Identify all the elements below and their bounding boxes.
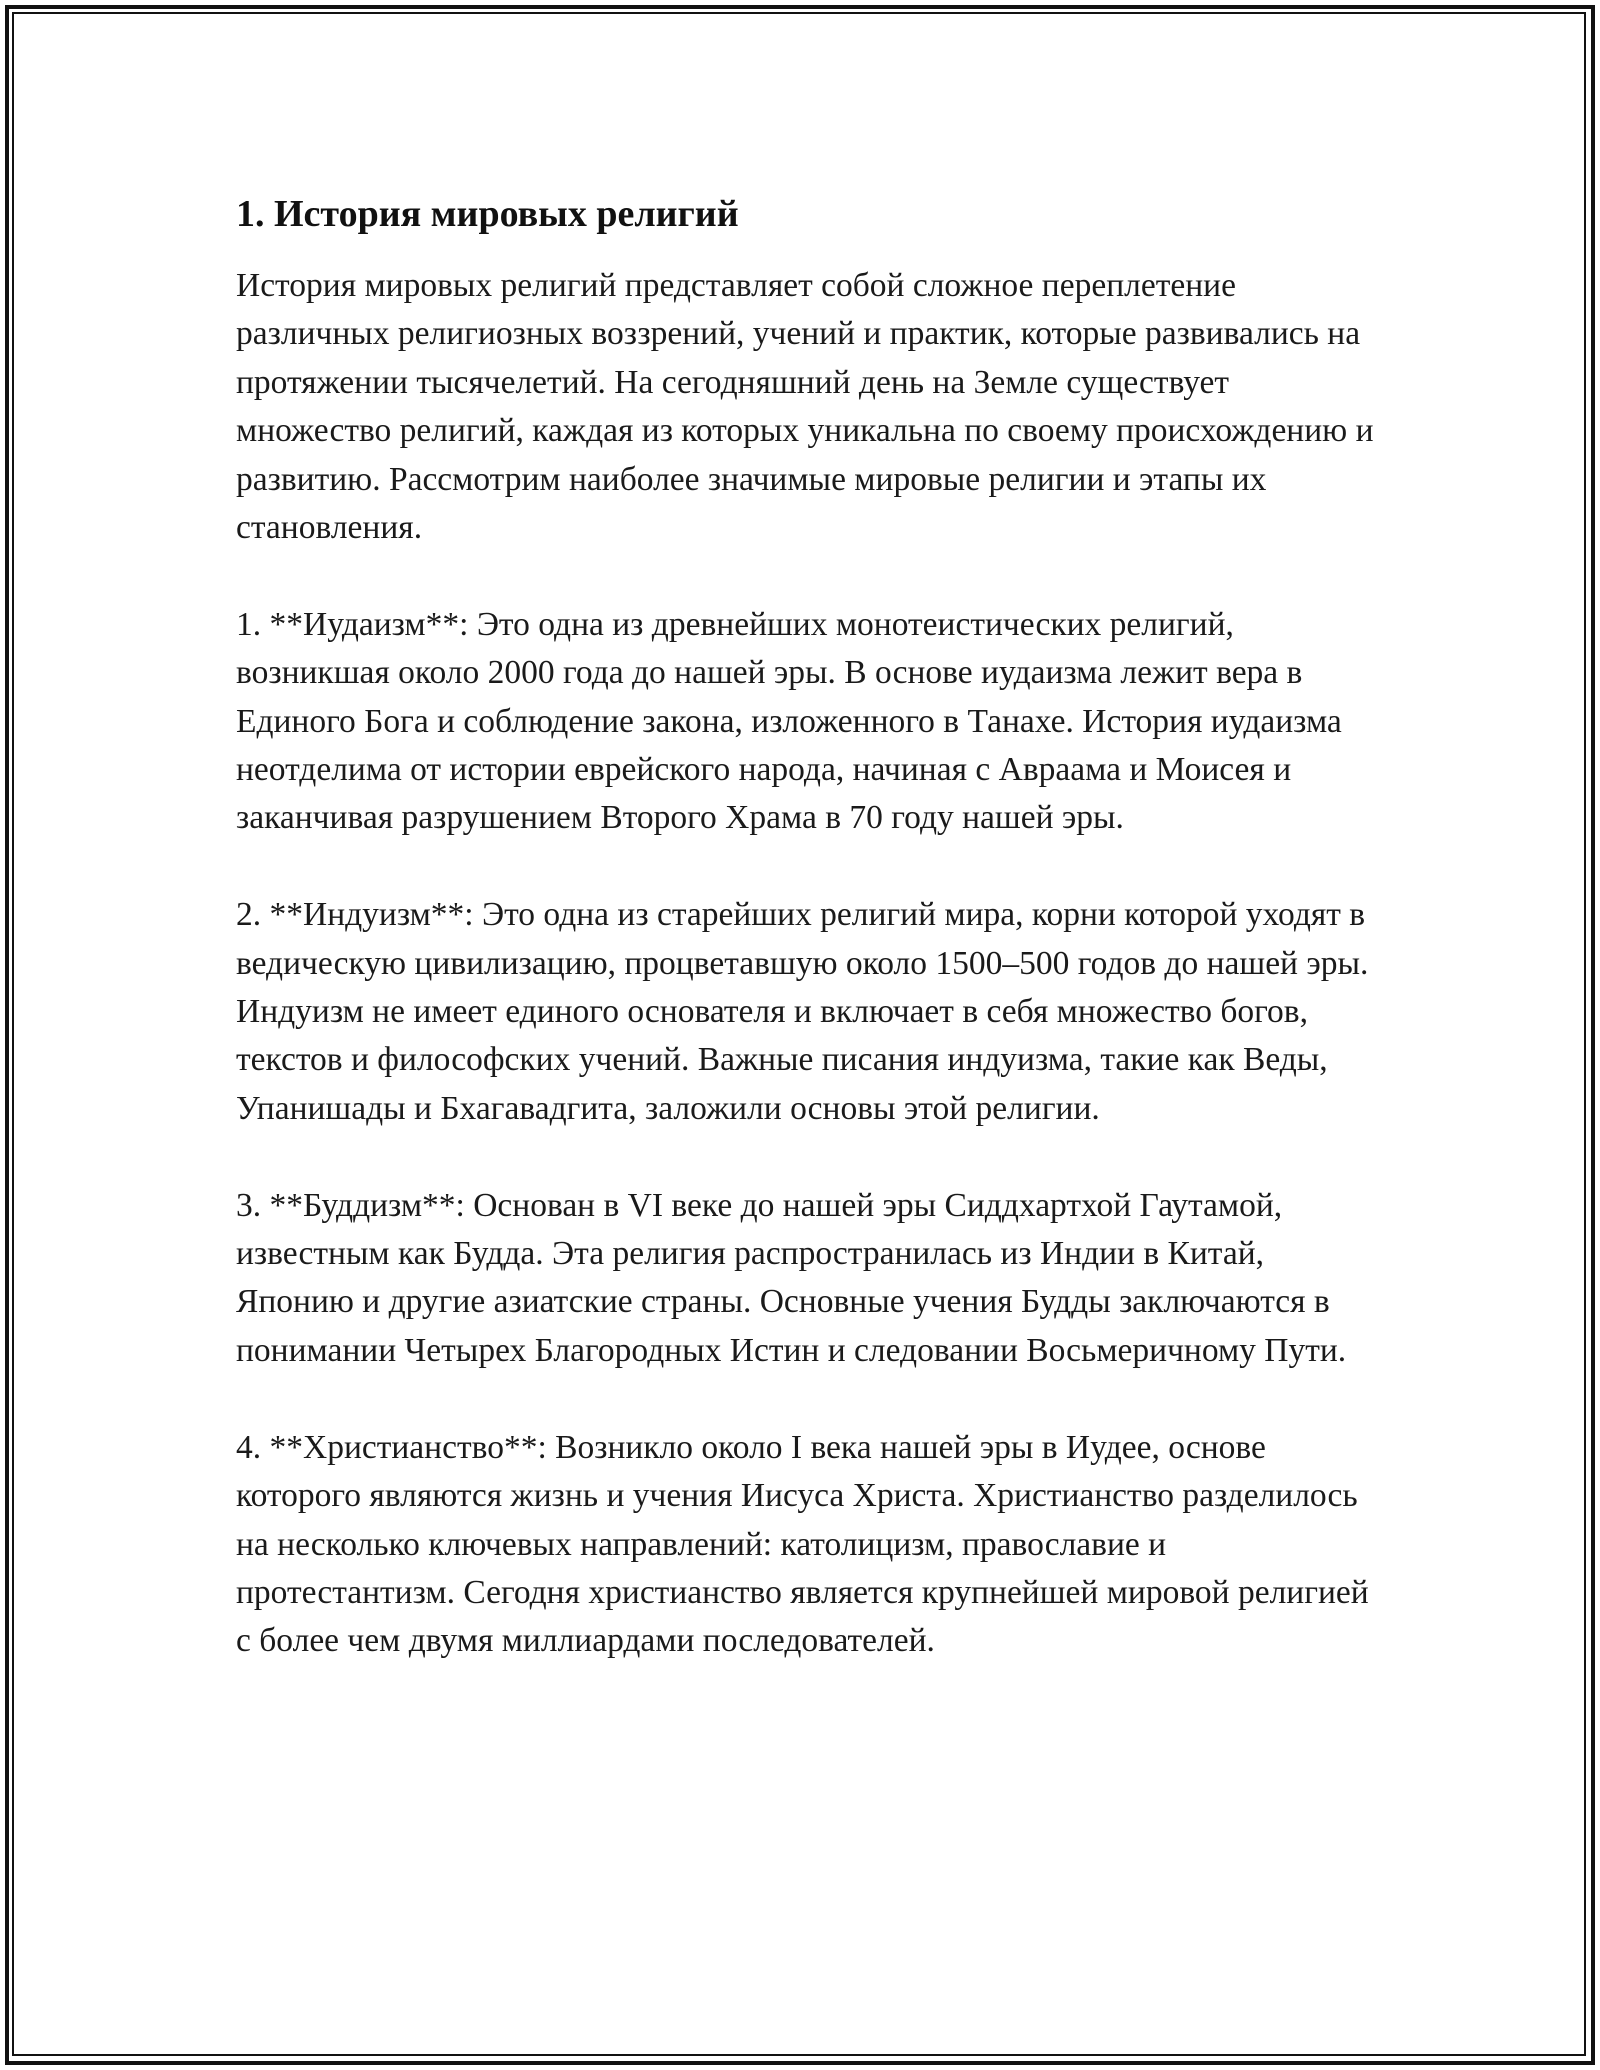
- section-heading: 1. История мировых религий: [236, 193, 739, 235]
- christianity-paragraph: 4. **Христианство**: Возникло около I века нашей эры в Иудее, основе которого являются жизнь и учения Иисуса Христа. Христианство разделилось на несколько ключевых направлений: католицизм, православие и протестантизм. Сегодня христианство является крупнейшей мировой религией с более чем двумя миллиардами последователей.: [236, 1428, 1369, 1660]
- buddhism-paragraph: 3. **Буддизм**: Основан в VI веке до нашей эры Сиддхартхой Гаутамой, известным как Будда. Эта религия распространилась из Индии в Китай, Японию и другие азиатские страны. Основные учения Будды заключаются в понимании Четырех Благородных Истин и следовании Восьмеричному Пути.: [236, 1186, 1347, 1369]
- judaism-paragraph: 1. **Иудаизм**: Это одна из древнейших монотеистических религий, возникшая около 2000 года до нашей эры. В основе иудаизма лежит вера в Единого Бога и соблюдение закона, изложенного в Танахе. История иудаизма неотделима от истории еврейского народа, начиная с Авраама и Моисея и заканчивая разрушением Второго Храма в 70 году нашей эры.: [236, 605, 1342, 837]
- hinduism-paragraph: 2. **Индуизм**: Это одна из старейших религий мира, корни которой уходят в ведическую цивилизацию, процветавшую около 1500–500 годов до нашей эры. Индуизм не имеет единого основателя и включает в себя множество богов, текстов и философских учений. Важные писания индуизма, такие как Веды, Упанишады и Бхагавадгита, заложили основы этой религии.: [236, 896, 1369, 1127]
- document-page: [236, 190, 1376, 1714]
- intro-paragraph: История мировых религий представляет собой сложное переплетение различных религиозных воззрений, учений и практик, которые развивались на протяжении тысячелетий. На сегодняшний день на Земле существует множество религий, каждая из которых уникальна по своему происхождению и развитию. Рассмотрим наиболее значимые мировые религии и этапы их становления.: [236, 267, 1374, 547]
